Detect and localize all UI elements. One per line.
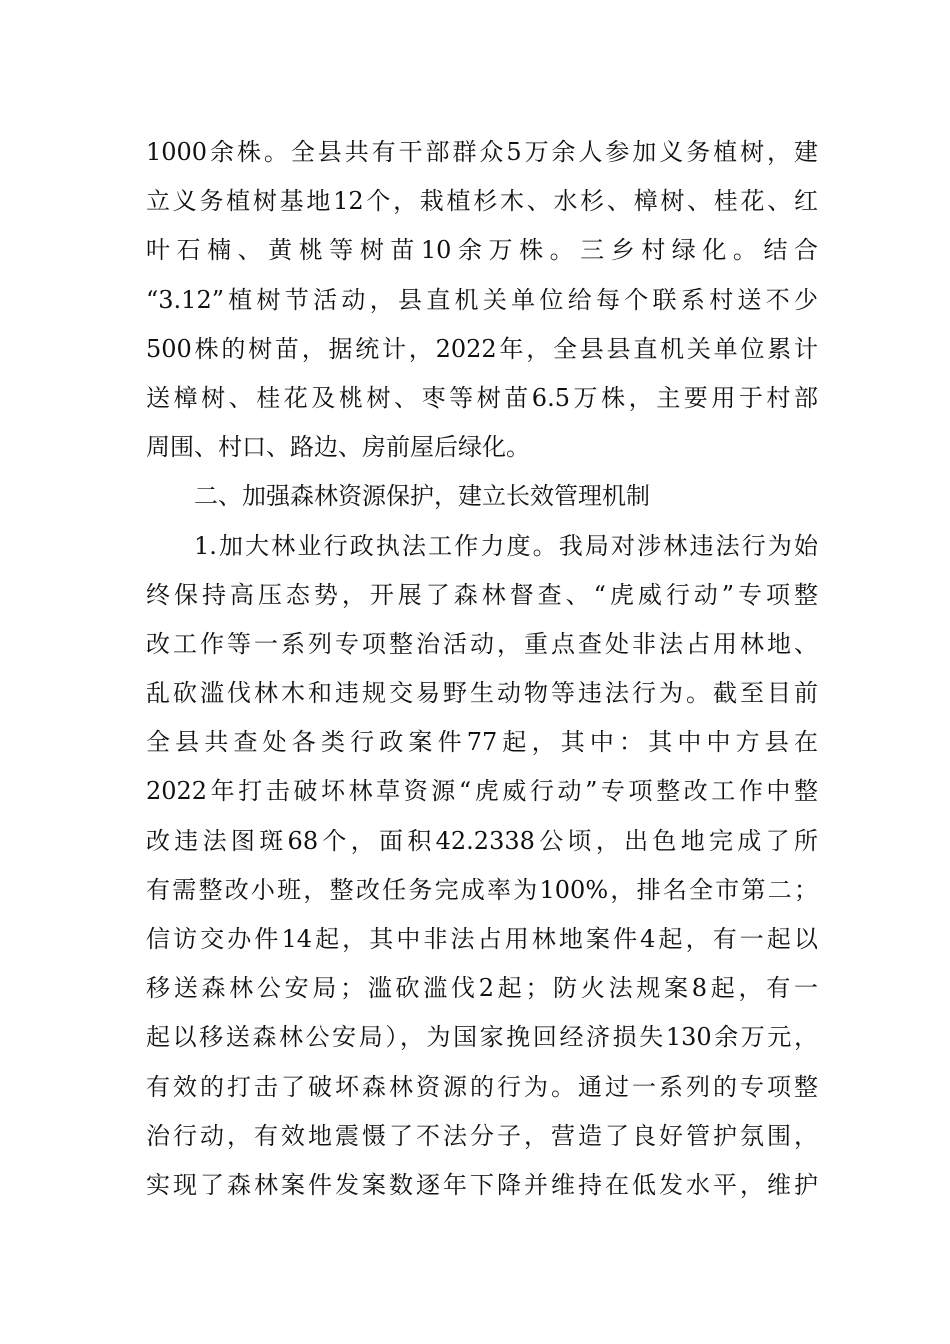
text-line: 终保持高压态势，开展了森林督查、“虎威行动”专项整 bbox=[146, 580, 818, 609]
section-heading: 二、加强森林资源保护，建立长效管理机制 bbox=[194, 482, 650, 511]
text-line: 全县共查处各类行政案件77起，其中：其中中方县在 bbox=[146, 728, 818, 757]
text-line: “3.12”植树节活动，县直机关单位给每个联系村送不少 bbox=[146, 285, 818, 314]
text-line: 1.加大林业行政执法工作力度。我局对涉林违法行为始 bbox=[194, 531, 818, 560]
text-line: 周围、村口、路边、房前屋后绿化。 bbox=[146, 433, 530, 462]
text-line: 改工作等一系列专项整治活动，重点查处非法占用林地、 bbox=[146, 629, 818, 658]
text-line: 2022年打击破坏林草资源“虎威行动”专项整改工作中整 bbox=[146, 777, 818, 806]
text-line: 立义务植树基地12个，栽植杉木、水杉、樟树、桂花、红 bbox=[146, 187, 818, 216]
text-line: 有效的打击了破坏森林资源的行为。通过一系列的专项整 bbox=[146, 1072, 818, 1101]
body-text bbox=[146, 128, 818, 1210]
text-line: 送樟树、桂花及桃树、枣等树苗6.5万株，主要用于村部 bbox=[146, 383, 818, 412]
text-line: 治行动，有效地震慑了不法分子，营造了良好管护氛围， bbox=[146, 1121, 818, 1150]
text-line: 有需整改小班，整改任务完成率为100%，排名全市第二； bbox=[146, 875, 818, 904]
text-line: 改违法图斑68个，面积42.2338公顷，出色地完成了所 bbox=[146, 826, 818, 855]
text-line: 起以移送森林公安局），为国家挽回经济损失130余万元， bbox=[146, 1023, 818, 1052]
text-line: 1000余株。全县共有干部群众5万余人参加义务植树，建 bbox=[146, 138, 818, 166]
text-line: 叶石楠、黄桃等树苗10余万株。三乡村绿化。结合 bbox=[146, 236, 818, 265]
text-line: 信访交办件14起，其中非法占用林地案件4起，有一起以 bbox=[146, 925, 818, 953]
text-line: 500株的树苗，据统计，2022年，全县县直机关单位累计 bbox=[146, 334, 818, 363]
text-line: 乱砍滥伐林木和违规交易野生动物等违法行为。截至目前 bbox=[146, 679, 818, 708]
text-line: 实现了森林案件发案数逐年下降并维持在低发水平，维护 bbox=[146, 1170, 818, 1199]
text-line: 移送森林公安局；滥砍滥伐2起；防火法规案8起，有一 bbox=[146, 974, 818, 1003]
